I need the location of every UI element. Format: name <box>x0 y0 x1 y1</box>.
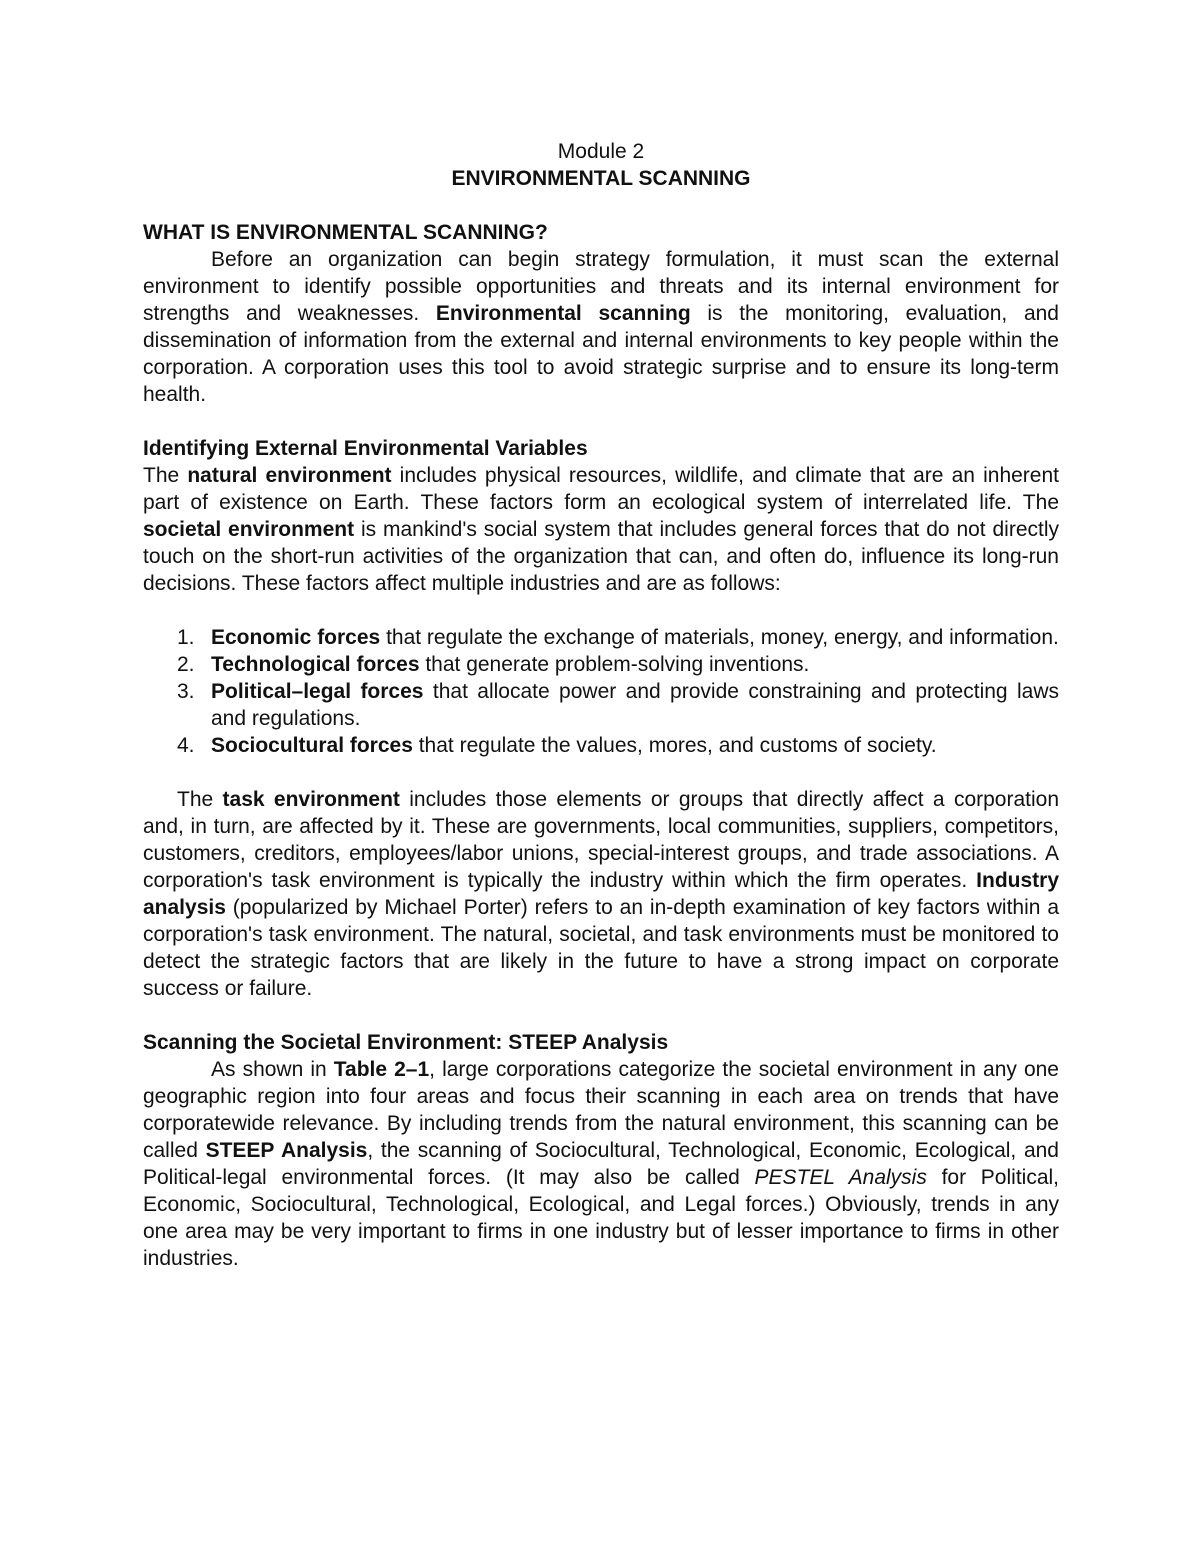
forces-list <box>143 624 1059 759</box>
bold-term: Sociocultural forces <box>211 734 413 757</box>
text-run: Before an organization can begin strategy formulation, it must scan the external environment to identify possible opportunities and threats and its internal environment for strengths and weaknesses. <box>143 248 1059 325</box>
bold-term-steep-analysis: STEEP Analysis <box>205 1139 368 1162</box>
bold-term-environmental-scanning: Environmental scanning <box>435 302 691 325</box>
paragraph-steep <box>143 1056 1059 1272</box>
bold-term-industry-analysis: Industry analysis <box>143 869 1059 919</box>
list-number: 2. <box>177 653 195 676</box>
paragraph-natural-societal <box>143 462 1059 597</box>
list-number: 1. <box>177 626 195 649</box>
list-number: 3. <box>177 680 195 703</box>
paragraph-task-environment <box>143 786 1059 1002</box>
list-number: 4. <box>177 734 195 757</box>
text-run: , large corporations categorize the societal environment in any one geographic region into four areas and focus their scanning in each area on trends that have corporatewide relevance. By including trends from the natural environment, this scanning can be called <box>143 1058 1059 1162</box>
list-item <box>177 651 1059 678</box>
section-heading-what-is: WHAT IS ENVIRONMENTAL SCANNING? <box>143 221 548 244</box>
text-run: (popularized by Michael Porter) refers to an in-depth examination of key factors within a corporation's task environment. The natural, societal, and task environments must be monitored to detect the strategic factors that are likely in the future to have a strong impact on corporate success or failure. <box>143 896 1059 1000</box>
document-page <box>143 138 1059 1272</box>
text-run: includes physical resources, wildlife, and climate that are an inherent part of existence on Earth. These factors form an ecological system of interrelated life. The <box>143 464 1059 514</box>
bold-term-societal-environment: societal environment <box>143 518 355 541</box>
text-run: , the scanning of Sociocultural, Technological, Economic, Ecological, and Political-legal environmental forces. (It may also be called <box>143 1139 1059 1189</box>
spacer <box>143 759 1059 786</box>
text-run: that regulate the values, mores, and customs of society. <box>412 734 937 757</box>
bold-term-natural-environment: natural environment <box>187 464 392 487</box>
text-run: is mankind's social system that includes general forces that do not directly touch on the short-run activities of the organization that can, and often do, influence its long-run decisions. These factors affect multiple industries and are as follows: <box>143 518 1060 595</box>
spacer <box>143 1002 1059 1029</box>
paragraph-intro <box>143 246 1059 408</box>
list-item <box>177 624 1059 651</box>
section-heading-external-variables: Identifying External Environmental Variables <box>143 437 588 460</box>
spacer <box>143 408 1059 435</box>
bold-term: Technological forces <box>211 653 420 676</box>
bold-term: Economic forces <box>211 626 381 649</box>
spacer <box>143 597 1059 624</box>
text-run: As shown in <box>211 1058 334 1081</box>
module-label: Module 2 <box>557 140 645 163</box>
document-title: ENVIRONMENTAL SCANNING <box>451 167 751 190</box>
spacer <box>143 192 1059 219</box>
bold-term-table-ref: Table 2–1 <box>333 1058 430 1081</box>
text-run: that regulate the exchange of materials, money, energy, and information. <box>380 626 1059 649</box>
text-run: that generate problem-solving inventions. <box>419 653 810 676</box>
list-item <box>177 678 1059 732</box>
bold-term-task-environment: task environment <box>222 788 400 811</box>
text-run: for Political, Economic, Sociocultural, Technological, Ecological, and Legal forces.) Obviously, trends in any one area may be very important to firms in one industry but of lesser importance to firms in other industries. <box>143 1166 1059 1270</box>
text-run: The <box>177 788 223 811</box>
list-item <box>177 732 1059 759</box>
italic-term-pestel-analysis: PESTEL Analysis <box>754 1166 927 1189</box>
text-run: that allocate power and provide constraining and protecting laws and regulations. <box>211 680 1059 730</box>
text-run: includes those elements or groups that directly affect a corporation and, in turn, are affected by it. These are governments, local communities, suppliers, competitors, customers, creditors, employees/labor unions, special-interest groups, and trade associations. A corporation's task environment is typically the industry within which the firm operates. <box>143 788 1060 892</box>
text-run: The <box>143 464 188 487</box>
text-run: is the monitoring, evaluation, and dissemination of information from the external and internal environments to key people within the corporation. A corporation uses this tool to avoid strategic surprise and to ensure its long-term health. <box>143 302 1059 406</box>
section-heading-steep: Scanning the Societal Environment: STEEP Analysis <box>143 1031 669 1054</box>
bold-term: Political–legal forces <box>211 680 424 703</box>
